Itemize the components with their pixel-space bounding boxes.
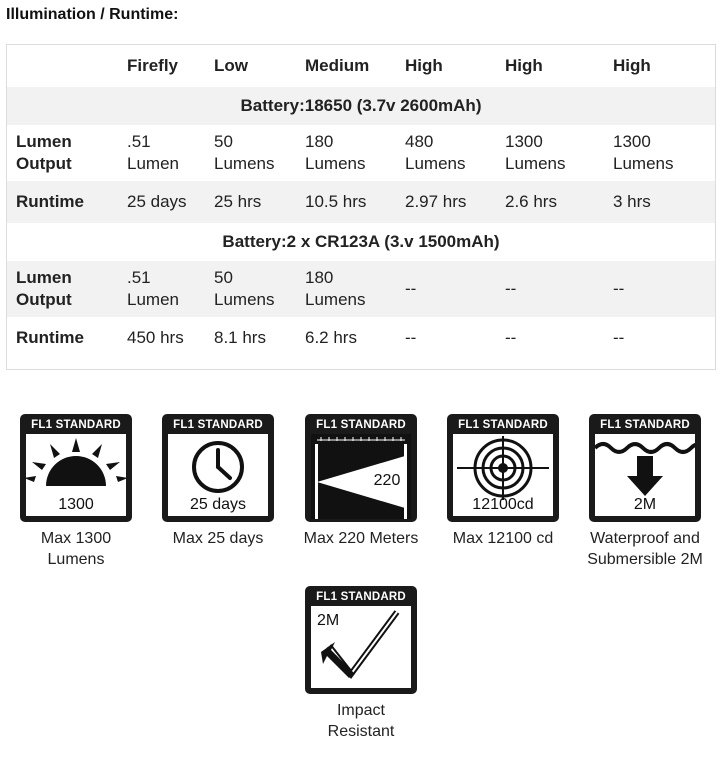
- table-cell: --: [613, 261, 715, 317]
- table-row: [7, 317, 715, 359]
- table-cell: 480 Lumens: [405, 132, 466, 173]
- badge-value: 2M: [633, 496, 657, 513]
- table-cell: --: [613, 317, 715, 359]
- column-header: High: [613, 56, 651, 75]
- badge-value: 25 days: [189, 496, 247, 513]
- badge-header: FL1 STANDARD: [600, 419, 690, 431]
- table-cell: 2.97 hrs: [405, 181, 505, 223]
- table-cell: 180 Lumens: [305, 261, 405, 317]
- badge-value: 220: [373, 472, 401, 489]
- table-cell: 10.5 hrs: [305, 181, 405, 223]
- beam-distance-badge-item: [291, 414, 431, 549]
- column-header: Firefly: [127, 56, 179, 75]
- runtime-badge-item: [148, 414, 288, 549]
- table-cell: 180 Lumens: [305, 132, 366, 173]
- badge-header: FL1 STANDARD: [31, 419, 121, 431]
- row-label: Runtime: [7, 317, 127, 359]
- battery-row: [7, 87, 715, 125]
- table-cell: 50 Lumens: [214, 132, 275, 173]
- badge-value: 2M: [317, 612, 340, 629]
- table-cell: 1300 Lumens: [505, 132, 566, 173]
- lumens-badge: [20, 414, 132, 522]
- waterproof-badge: [589, 414, 701, 522]
- table-cell: --: [405, 317, 505, 359]
- badge-caption: Max 1300 Lumens: [40, 530, 112, 568]
- badge-caption: Max 220 Meters: [303, 530, 419, 547]
- page-title: Illumination / Runtime:: [6, 6, 179, 23]
- table-row: [7, 125, 715, 181]
- badge-value: 12100cd: [472, 496, 534, 513]
- table-row: [7, 261, 715, 317]
- table-cell: 450 hrs: [127, 317, 214, 359]
- row-label: Lumen Output: [16, 132, 72, 173]
- table-cell: --: [405, 261, 505, 317]
- badge-value: 1300: [58, 496, 94, 513]
- table-cell: 25 hrs: [214, 181, 305, 223]
- battery-row: [7, 223, 715, 261]
- table-cell: .51 Lumen: [127, 132, 179, 173]
- table-cell: --: [505, 317, 613, 359]
- table-cell: 8.1 hrs: [214, 317, 305, 359]
- column-header: High: [505, 56, 543, 75]
- badge-header: FL1 STANDARD: [316, 419, 406, 431]
- badge-caption: Max 25 days: [172, 530, 264, 547]
- table-cell: 25 days: [127, 181, 214, 223]
- lumens-badge-item: [6, 414, 146, 570]
- badge-header: FL1 STANDARD: [316, 591, 406, 603]
- intensity-badge-item: [433, 414, 573, 549]
- row-label: Runtime: [7, 181, 127, 223]
- battery-label: Battery:2 x CR123A (3.v 1500mAh): [7, 223, 715, 261]
- runtime-badge: [162, 414, 274, 522]
- column-header: High: [405, 56, 443, 75]
- badge-caption: Max 12100 cd: [452, 530, 554, 547]
- table-cell: .51 Lumen: [127, 261, 214, 317]
- badge-caption: Impact Resistant: [327, 702, 395, 740]
- table-cell: 6.2 hrs: [305, 317, 405, 359]
- table-cell: 50 Lumens: [214, 261, 305, 317]
- table-row: [7, 181, 715, 223]
- column-header: Low: [214, 56, 248, 75]
- impact-badge: [305, 586, 417, 694]
- column-header: [7, 45, 127, 87]
- badge-header: FL1 STANDARD: [458, 419, 548, 431]
- runtime-table: [6, 44, 716, 370]
- row-label: Lumen Output: [7, 261, 127, 317]
- beam-distance-badge: [305, 414, 417, 522]
- table-header-row: [7, 45, 715, 87]
- intensity-badge: [447, 414, 559, 522]
- badge-caption: Waterproof and Submersible 2M: [587, 530, 703, 568]
- table-cell: 2.6 hrs: [505, 181, 613, 223]
- table-cell: --: [505, 261, 613, 317]
- battery-label: Battery:18650 (3.7v 2600mAh): [7, 87, 715, 125]
- impact-badge-item: [291, 586, 431, 742]
- table-cell: 1300 Lumens: [613, 132, 674, 173]
- column-header: Medium: [305, 56, 370, 75]
- waterproof-badge-item: [575, 414, 715, 570]
- badge-header: FL1 STANDARD: [173, 419, 263, 431]
- table-cell: 3 hrs: [613, 181, 715, 223]
